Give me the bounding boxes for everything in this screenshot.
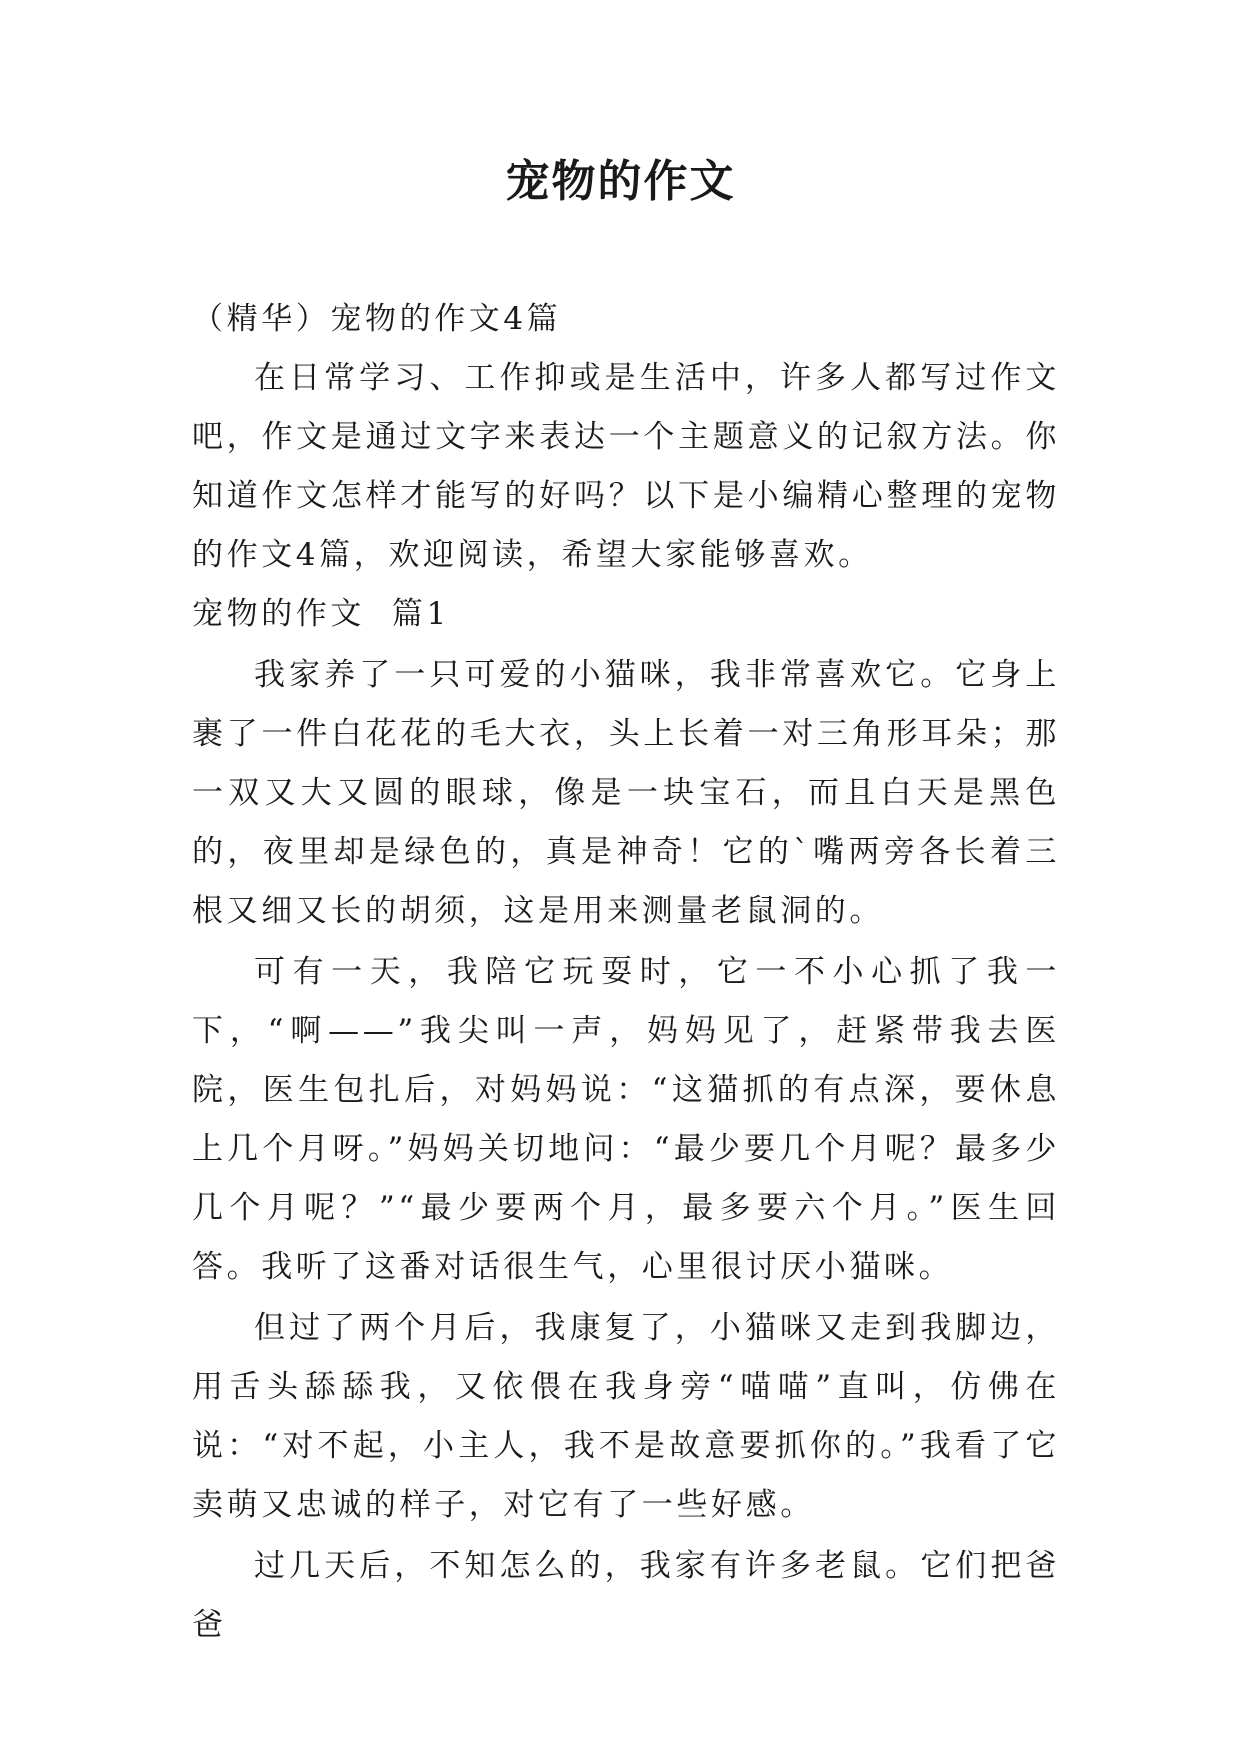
document-subtitle: （精华）宠物的作文4篇 [192, 301, 562, 337]
section-heading: 宠物的作文 篇1 [192, 596, 450, 632]
body-paragraph-3: 但过了两个月后，我康复了，小猫咪又走到我脚边，用舌头舔舔我，又依偎在我身旁“喵喵”直叫，仿佛在说：“对不起，小主人，我不是故意要抓你的。”我看了它卖萌又忠诚的样子，对它有了一些好感。 [192, 1310, 1060, 1523]
body-paragraph-4: 过几天后，不知怎么的，我家有许多老鼠。它们把爸爸 [192, 1548, 1060, 1643]
document-body [192, 290, 1060, 1655]
intro-paragraph: 在日常学习、工作抑或是生活中，许多人都写过作文吧，作文是通过文字来表达一个主题意义的记叙方法。你知道作文怎样才能写的好吗？以下是小编精心整理的宠物的作文4篇，欢迎阅读，希望大家能够喜欢。 [192, 360, 1060, 573]
document-title: 宠物的作文 [505, 156, 736, 207]
body-paragraph-1: 我家养了一只可爱的小猫咪，我非常喜欢它。它身上裹了一件白花花的毛大衣，头上长着一对三角形耳朵；那一双又大又圆的眼球，像是一块宝石，而且白天是黑色的，夜里却是绿色的，真是神奇！它的`嘴两旁各长着三根又细又长的胡须，这是用来测量老鼠洞的。 [192, 657, 1060, 929]
body-paragraph-2: 可有一天，我陪它玩耍时，它一不小心抓了我一下，“啊——”我尖叫一声，妈妈见了，赶紧带我去医院，医生包扎后，对妈妈说：“这猫抓的有点深，要休息上几个月呀。”妈妈关切地问：“最少要几个月呢？最多少几个月呢？”“最少要两个月，最多要六个月。”医生回答。我听了这番对话很生气，心里很讨厌小猫咪。 [192, 954, 1060, 1285]
